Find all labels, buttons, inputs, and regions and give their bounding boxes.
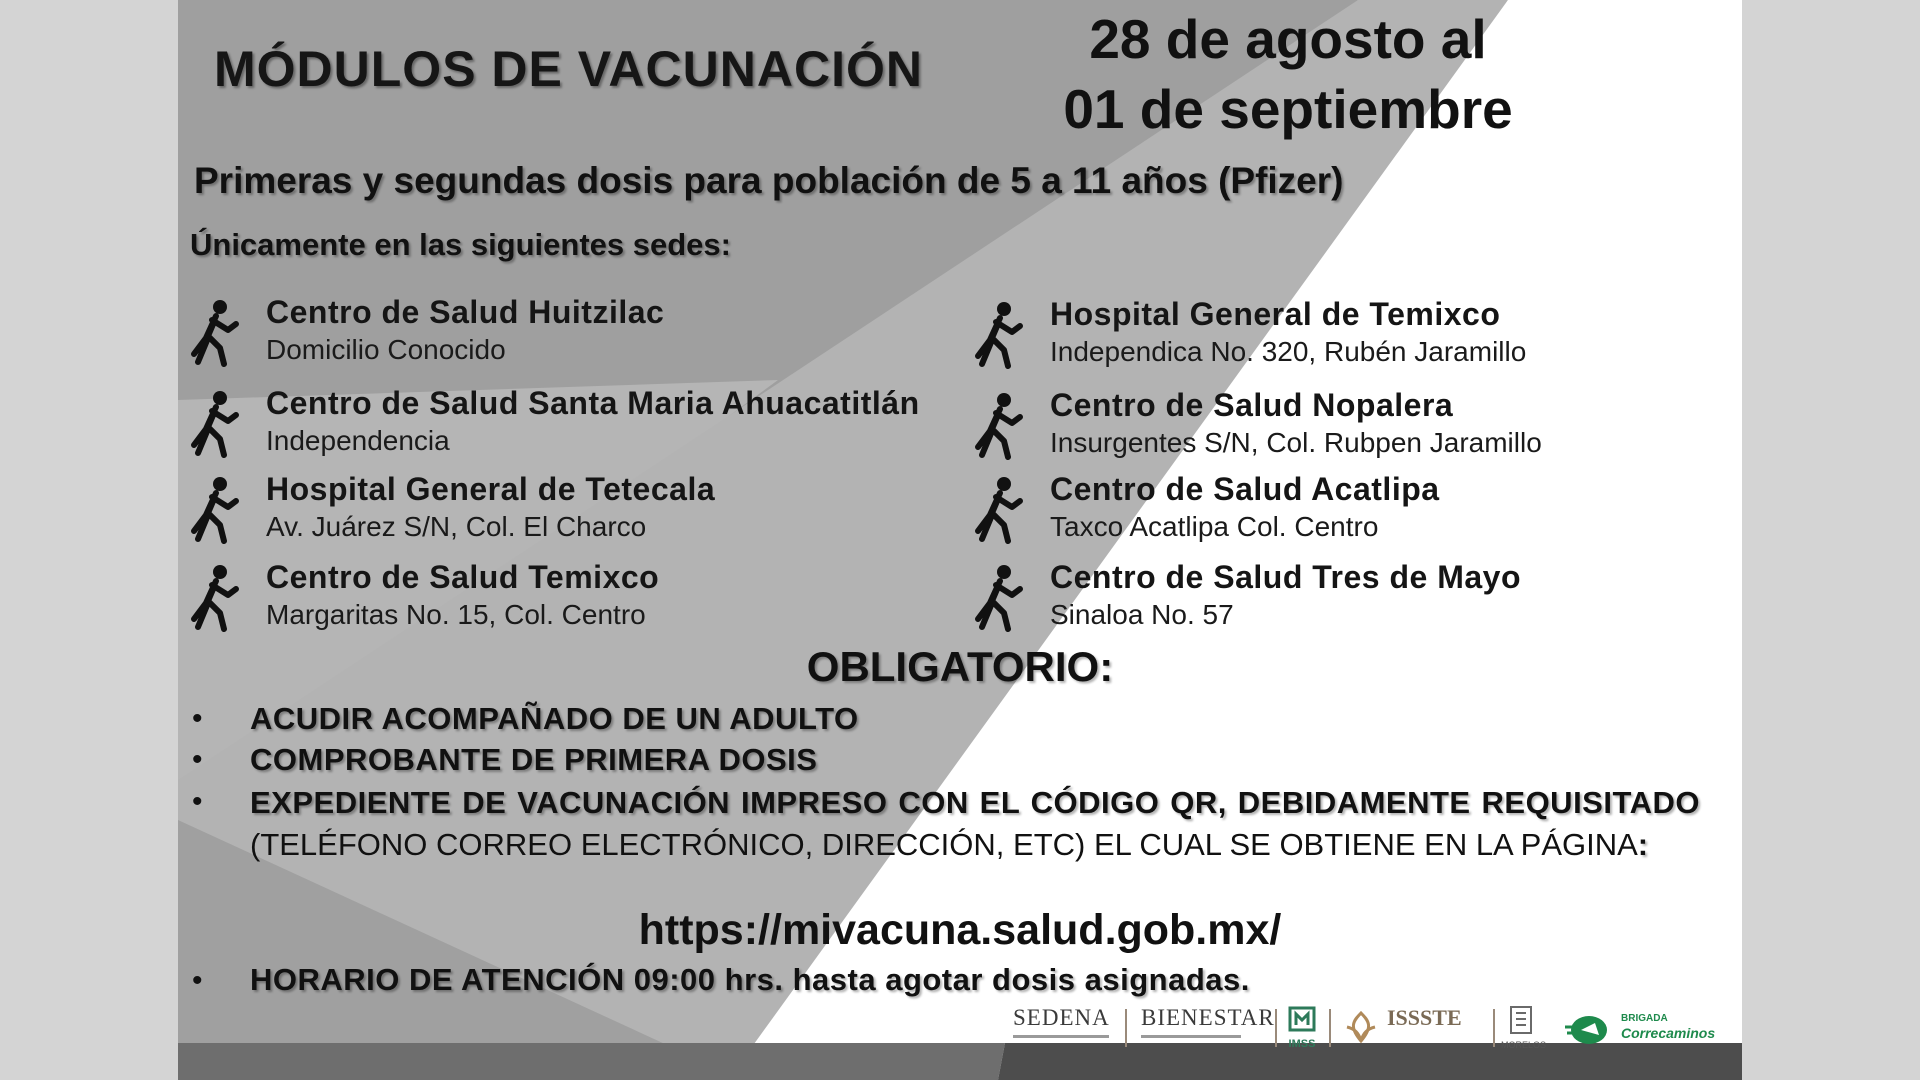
site-name: Centro de Salud Acatlipa: [1050, 471, 1440, 507]
bullet: •: [192, 785, 203, 818]
brigada-logo-text: BRIGADA: [1621, 1013, 1668, 1024]
site-name: Hospital General de Temixco: [1050, 296, 1501, 332]
vaccine-url[interactable]: https://mivacuna.salud.gob.mx/: [638, 906, 1282, 954]
imss-logo-text: IMSS: [1288, 1038, 1316, 1050]
site-name: Centro de Salud Tres de Mayo: [1050, 559, 1521, 595]
site-name: Centro de Salud Nopalera: [1050, 387, 1454, 423]
date-range: [1058, 4, 1708, 144]
sedena-logo: [1013, 1005, 1110, 1038]
logo-divider: [1493, 1009, 1495, 1047]
requirement-item: COMPROBANTE DE PRIMERA DOSIS: [250, 742, 818, 777]
slide: [178, 0, 1742, 1080]
sedena-logo-text: SEDENA: [1013, 1005, 1110, 1030]
requirements-heading: OBLIGATORIO:: [806, 643, 1114, 690]
sites-intro: Únicamente en las siguientes sedes:: [190, 227, 731, 262]
issste-logo-text: ISSSTE: [1387, 1005, 1462, 1030]
brigada-emblem-icon: [1563, 1013, 1617, 1047]
logo-divider: [1275, 1009, 1277, 1047]
site-name: Centro de Salud Huitzilac: [266, 294, 665, 330]
site-name: Centro de Salud Temixco: [266, 559, 660, 595]
site-address: Margaritas No. 15, Col. Centro: [266, 599, 646, 630]
schedule-label: HORARIO DE ATENCIÓN: [250, 962, 625, 997]
site-address: Taxco Acatlipa Col. Centro: [1050, 511, 1379, 542]
person-walking-icon: [188, 475, 240, 545]
site-address: Independencia: [266, 425, 450, 456]
bullet: •: [192, 702, 203, 735]
imss-logo: [1285, 1005, 1319, 1050]
requirement-item: [250, 962, 1250, 998]
logo-divider: [1125, 1009, 1127, 1047]
site-address: Insurgentes S/N, Col. Rubpen Jaramillo: [1050, 427, 1542, 458]
page-title: MÓDULOS DE VACUNACIÓN: [214, 41, 923, 97]
person-walking-icon: [972, 475, 1024, 545]
bienestar-logo-text: BIENESTAR: [1141, 1005, 1275, 1030]
bienestar-logo-line: [1141, 1035, 1241, 1038]
person-walking-icon: [188, 563, 240, 633]
person-walking-icon: [972, 563, 1024, 633]
issste-emblem-icon: [1341, 1007, 1381, 1047]
person-walking-icon: [188, 298, 240, 368]
person-walking-icon: [972, 300, 1024, 370]
site-address: Sinaloa No. 57: [1050, 599, 1234, 630]
logo-divider: [1329, 1009, 1331, 1047]
morelos-logo: [1501, 1005, 1547, 1050]
requirement-detail-text: (TELÉFONO CORREO ELECTRÓNICO, DIRECCIÓN, ETC) EL CUAL SE OBTIENE EN LA PÁGINA: [250, 827, 1638, 862]
bienestar-logo: [1141, 1005, 1275, 1038]
site-address: Av. Juárez S/N, Col. El Charco: [266, 511, 647, 542]
site-name: Centro de Salud Santa Maria Ahuacatitlán: [266, 385, 920, 421]
requirement-item-long: [250, 782, 1700, 866]
date-line-1: 28 de agosto al: [1089, 8, 1487, 70]
schedule-detail: 09:00 hrs. hasta agotar dosis asignadas.: [624, 962, 1250, 997]
site-address: Domicilio Conocido: [266, 334, 506, 365]
morelos-emblem-icon: [1508, 1005, 1534, 1035]
subtitle: Primeras y segundas dosis para población de 5 a 11 años (Pfizer): [194, 160, 1344, 201]
site-name: Hospital General de Tetecala: [266, 471, 716, 507]
person-walking-icon: [188, 389, 240, 459]
correcaminos-logo-text: Correcaminos: [1621, 1025, 1716, 1041]
person-walking-icon: [972, 391, 1024, 461]
bullet: •: [192, 964, 203, 997]
requirement-colon: :: [1637, 827, 1649, 862]
imss-emblem-icon: [1287, 1005, 1317, 1033]
bullet: •: [192, 743, 203, 776]
requirement-item: ACUDIR ACOMPAÑADO DE UN ADULTO: [250, 701, 859, 736]
site-address: Independica No. 320, Rubén Jaramillo: [1050, 336, 1527, 367]
requirement-bold-text: EXPEDIENTE DE VACUNACIÓN IMPRESO CON EL CÓDIGO QR, DEBIDAMENTE REQUISITADO: [250, 785, 1700, 820]
date-line-2: 01 de septiembre: [1063, 78, 1513, 140]
morelos-logo-text: MORELOS: [1501, 1040, 1547, 1050]
sedena-logo-line: [1013, 1035, 1109, 1038]
